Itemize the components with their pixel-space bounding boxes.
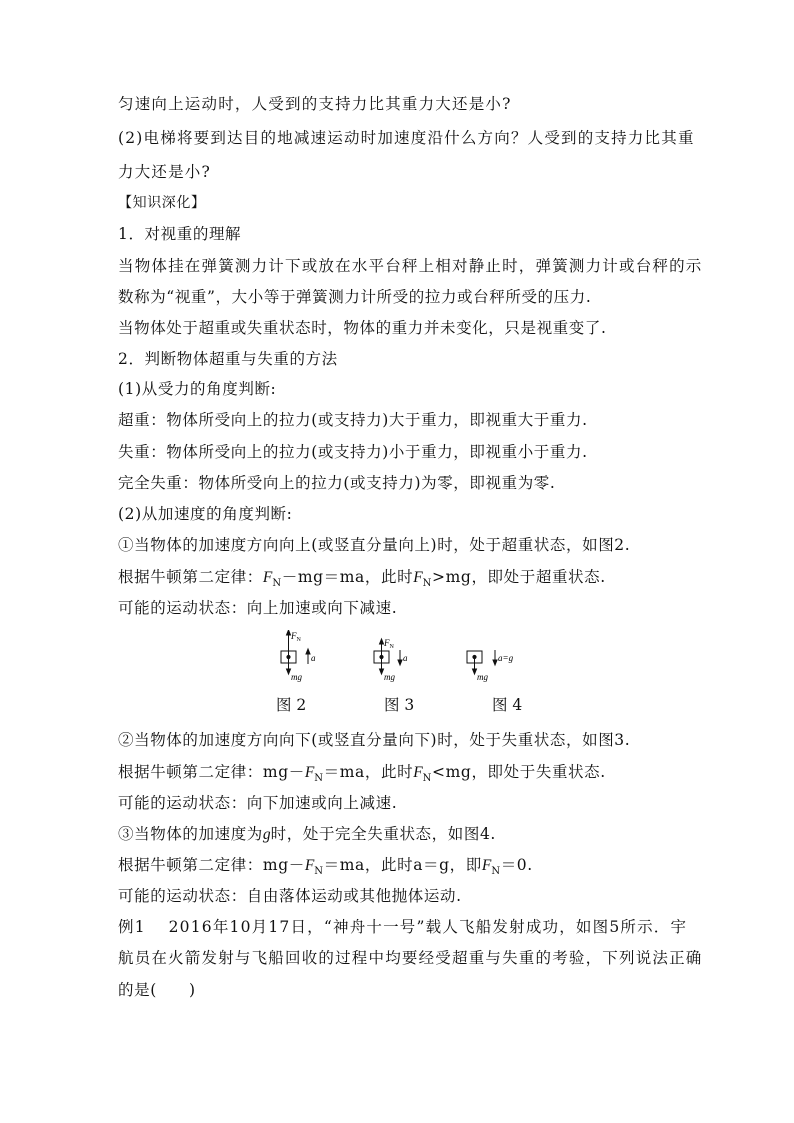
formula-text: 时，处于完全失重状态，如图4. (270, 825, 496, 843)
formula-text: mg－ (262, 856, 305, 874)
formula-text: 根据牛顿第二定律： (118, 763, 263, 781)
text-line: (1)从受力的角度判断: (118, 380, 277, 398)
text-line: 匀速向上运动时，人受到的支持力比其重力大还是小? (118, 95, 512, 113)
symbol-f: F (413, 764, 423, 781)
formula-text: a＝g (413, 856, 450, 874)
symbol-g: g (262, 826, 271, 843)
fig4-diagram (467, 650, 497, 674)
formula-text: ＝ma，此时 (323, 763, 414, 781)
text-line: ①当物体的加速度方向向上(或竖直分量向上)时，处于超重状态，如图2. (118, 536, 631, 554)
subheading: 2．判断物体超重与失重的方法 (118, 350, 338, 368)
formula-line (118, 760, 606, 784)
symbol-n: N (272, 578, 282, 590)
symbol-f: F (413, 569, 423, 586)
fig4-weight-label: mg (477, 672, 488, 682)
text-line: ②当物体的加速度方向向下(或竖直分量向下)时，处于失重状态，如图3. (118, 731, 631, 749)
fig3-caption: 图 3 (384, 696, 415, 714)
text-line: (2)电梯将要到达目的地减速运动时加速度沿什么方向？人受到的支持力比其重 (118, 129, 695, 147)
text-line: 可能的运动状态：自由落体运动或其他抛体运动. (118, 887, 462, 905)
symbol-n: N (314, 773, 324, 785)
formula-text: 根据牛顿第二定律： (118, 568, 263, 586)
fig2-weight-label: mg (291, 672, 302, 682)
symbol-n: N (491, 866, 501, 878)
formula-text: ，即 (449, 856, 482, 874)
symbol-n: N (422, 578, 433, 590)
text-line: 可能的运动状态：向下加速或向上减速. (118, 794, 398, 812)
symbol-f: F (304, 857, 315, 874)
formula-text: ＝0. (500, 856, 533, 874)
formula-text: －mg＝ma，此时 (281, 568, 414, 586)
text-line: (2)从加速度的角度判断: (118, 505, 293, 523)
fig4-caption: 图 4 (492, 696, 523, 714)
formula-text: mg－ (262, 763, 305, 781)
fig2-accel-label: a (311, 653, 316, 663)
force-diagram-svg (0, 630, 794, 690)
text-line: 失重：物体所受向上的拉力(或支持力)小于重力，即视重小于重力. (118, 443, 588, 461)
subheading: 1．对视重的理解 (118, 225, 242, 243)
text-line: 可能的运动状态：向上加速或向下减速. (118, 599, 398, 617)
formula-text: 根据牛顿第二定律： (118, 856, 263, 874)
fig2-caption: 图 2 (276, 696, 307, 714)
formula-text: ③当物体的加速度为 (118, 825, 263, 843)
fig3-force-label: $F_N$ (384, 638, 394, 650)
formula-text: <mg，即处于失重状态. (432, 763, 606, 781)
fig2-force-label: $F_N$ (291, 631, 301, 643)
example-line: 例1 2016年10月17日，“神舟十一号”载人飞船发射成功，如图5所示．宇 (118, 918, 688, 936)
formula-text: >mg，即处于超重状态. (432, 568, 606, 586)
formula-line (118, 565, 606, 589)
text-line: 当物体处于超重或失重状态时，物体的重力并未变化，只是视重变了. (118, 319, 607, 337)
text-line: 数称为“视重”，大小等于弹簧测力计所受的拉力或台秤所受的压力. (118, 288, 592, 306)
text-line: 完全失重：物体所受向上的拉力(或支持力)为零，即视重为零. (118, 474, 556, 492)
text-line: 超重：物体所受向上的拉力(或支持力)大于重力，即视重大于重力. (118, 411, 588, 429)
symbol-n: N (314, 866, 324, 878)
fig4-accel-label: a=g (498, 653, 514, 663)
fig3-weight-label: mg (384, 672, 395, 682)
formula-line (118, 853, 533, 877)
example-line: 航员在火箭发射与飞船回收的过程中均要经受超重与失重的考验，下列说法正确 (118, 949, 703, 967)
text-line: 当物体挂在弹簧测力计下或放在水平台秤上相对静止时，弹簧测力计或台秤的示 (118, 257, 703, 275)
symbol-f: F (262, 569, 273, 586)
symbol-f: F (481, 857, 492, 874)
fig3-accel-label: a (403, 653, 408, 663)
section-heading: 【知识深化】 (118, 195, 206, 211)
example-line: 的是( ) (118, 981, 196, 999)
text-line: 力大还是小? (118, 163, 212, 181)
symbol-n: N (422, 773, 433, 785)
formula-text: ＝ma，此时 (323, 856, 414, 874)
symbol-f: F (304, 764, 315, 781)
formula-line (118, 822, 496, 844)
